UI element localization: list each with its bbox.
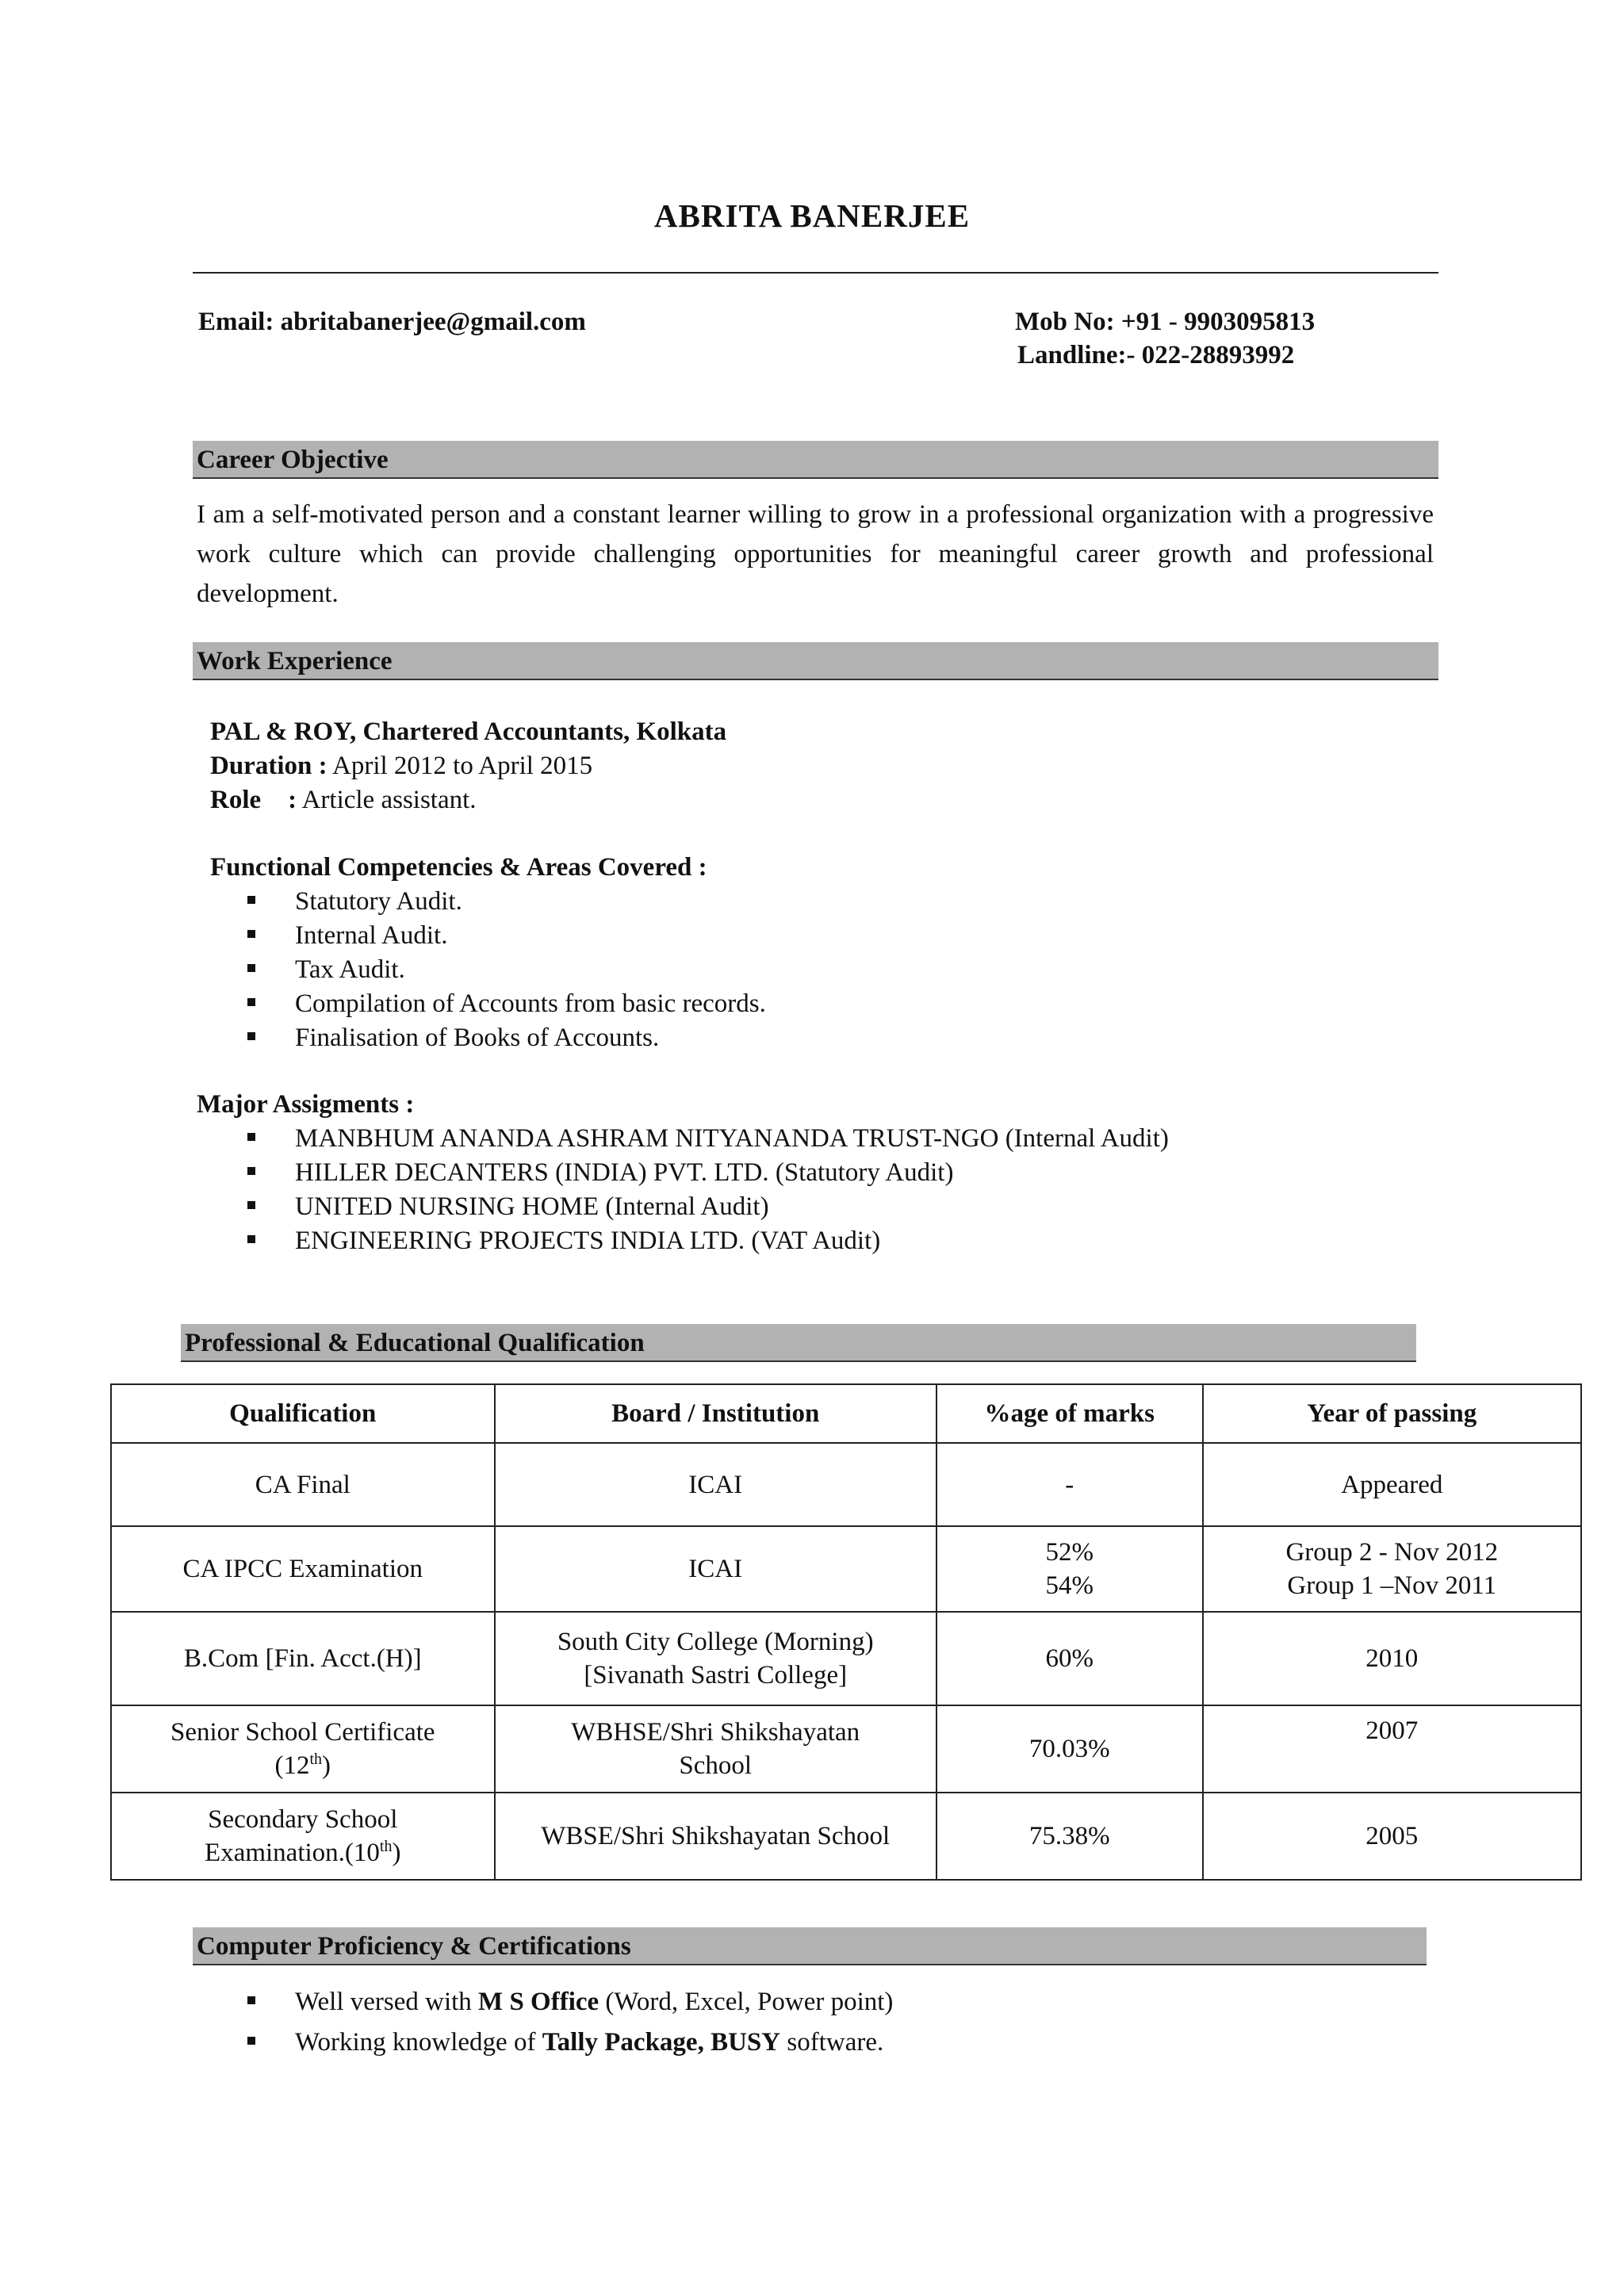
section-header-career-objective: Career Objective <box>193 441 1438 479</box>
section-header-computer-proficiency: Computer Proficiency & Certifications <box>193 1927 1427 1965</box>
list-item: Working knowledge of Tally Package, BUSY software. <box>247 2022 893 2063</box>
bullet-icon <box>247 998 255 1006</box>
table-cell: 2010 <box>1203 1612 1581 1705</box>
column-header: Board / Institution <box>495 1384 936 1443</box>
table-cell: WBHSE/Shri Shikshayatan School <box>495 1705 936 1793</box>
duration-label: Duration : <box>210 752 327 780</box>
bullet-icon <box>247 1235 255 1243</box>
role-line <box>210 783 477 817</box>
bullet-icon <box>247 964 255 972</box>
email-text: Email: abritabanerjee@gmail.com <box>198 308 586 336</box>
column-header: Year of passing <box>1203 1384 1581 1443</box>
table-cell: CA Final <box>111 1443 495 1526</box>
list-item: Tax Audit. <box>247 953 766 987</box>
qualification-table <box>110 1383 1582 1881</box>
role-separator: : <box>288 786 297 814</box>
table-cell: - <box>936 1443 1203 1526</box>
table-cell: Group 2 - Nov 2012 Group 1 –Nov 2011 <box>1203 1526 1581 1612</box>
table-cell: 70.03% <box>936 1705 1203 1793</box>
bullet-icon <box>247 1133 255 1141</box>
section-header-work-experience: Work Experience <box>193 642 1438 680</box>
bullet-icon <box>247 1032 255 1040</box>
table-cell: ICAI <box>495 1443 936 1526</box>
role-label: Role <box>210 786 262 814</box>
list-item: Statutory Audit. <box>247 885 766 919</box>
list-item: HILLER DECANTERS (INDIA) PVT. LTD. (Statutory Audit) <box>247 1156 1169 1190</box>
list-item: Internal Audit. <box>247 919 766 953</box>
table-cell: 75.38% <box>936 1793 1203 1880</box>
table-cell: ICAI <box>495 1526 936 1612</box>
table-cell: 2005 <box>1203 1793 1581 1880</box>
list-item: Well versed with M S Office (Word, Excel, Power point) <box>247 1982 893 2022</box>
bullet-icon <box>247 896 255 904</box>
computer-skills-list <box>247 1982 893 2063</box>
column-header: Qualification <box>111 1384 495 1443</box>
list-item: Finalisation of Books of Accounts. <box>247 1021 766 1055</box>
table-cell: South City College (Morning) [Sivanath Sastri College] <box>495 1612 936 1705</box>
firm-name: PAL & ROY, Chartered Accountants, Kolkata <box>210 718 727 746</box>
column-header: %age of marks <box>936 1384 1203 1443</box>
table-row <box>111 1443 1581 1526</box>
competencies-heading: Functional Competencies & Areas Covered : <box>210 853 707 882</box>
table-cell: WBSE/Shri Shikshayatan School <box>495 1793 936 1880</box>
table-header-row <box>111 1384 1581 1443</box>
competencies-list <box>247 885 766 1055</box>
table-cell: Appeared <box>1203 1443 1581 1526</box>
list-item: ENGINEERING PROJECTS INDIA LTD. (VAT Audit) <box>247 1224 1169 1258</box>
table-cell: Secondary School Examination.(10th) <box>111 1793 495 1880</box>
bullet-icon <box>247 1167 255 1175</box>
table-cell: Senior School Certificate (12th) <box>111 1705 495 1793</box>
duration-value: April 2012 to April 2015 <box>327 752 593 780</box>
list-item: UNITED NURSING HOME (Internal Audit) <box>247 1190 1169 1224</box>
list-item: MANBHUM ANANDA ASHRAM NITYANANDA TRUST-NGO (Internal Audit) <box>247 1122 1169 1156</box>
table-row <box>111 1793 1581 1880</box>
resume-name: ABRITA BANERJEE <box>653 197 971 234</box>
career-objective-text: I am a self-motivated person and a constant learner willing to grow in a professional organization with a progressive work culture which can provide challenging opportunities for meaningful career growth and professional development. <box>197 500 1434 608</box>
section-header-qualification: Professional & Educational Qualification <box>181 1324 1416 1362</box>
table-row <box>111 1705 1581 1793</box>
table-row <box>111 1526 1581 1612</box>
bullet-icon <box>247 930 255 938</box>
table-cell: B.Com [Fin. Acct.(H)] <box>111 1612 495 1705</box>
duration-line <box>210 749 592 783</box>
assignments-heading: Major Assigments : <box>197 1090 415 1119</box>
role-value: Article assistant. <box>297 786 477 814</box>
list-item: Compilation of Accounts from basic records. <box>247 987 766 1021</box>
bullet-icon <box>247 1201 255 1209</box>
table-cell: 2007 <box>1203 1705 1581 1793</box>
table-cell: 52% 54% <box>936 1526 1203 1612</box>
mobile-text: Mob No: +91 - 9903095813 <box>1015 308 1316 336</box>
table-cell: CA IPCC Examination <box>111 1526 495 1612</box>
landline-text: Landline:- 022-28893992 <box>1017 341 1295 369</box>
bullet-icon <box>247 2037 255 2045</box>
table-cell: 60% <box>936 1612 1203 1705</box>
assignments-list <box>247 1122 1169 1258</box>
header-divider <box>193 272 1438 274</box>
table-row <box>111 1612 1581 1705</box>
bullet-icon <box>247 1996 255 2004</box>
